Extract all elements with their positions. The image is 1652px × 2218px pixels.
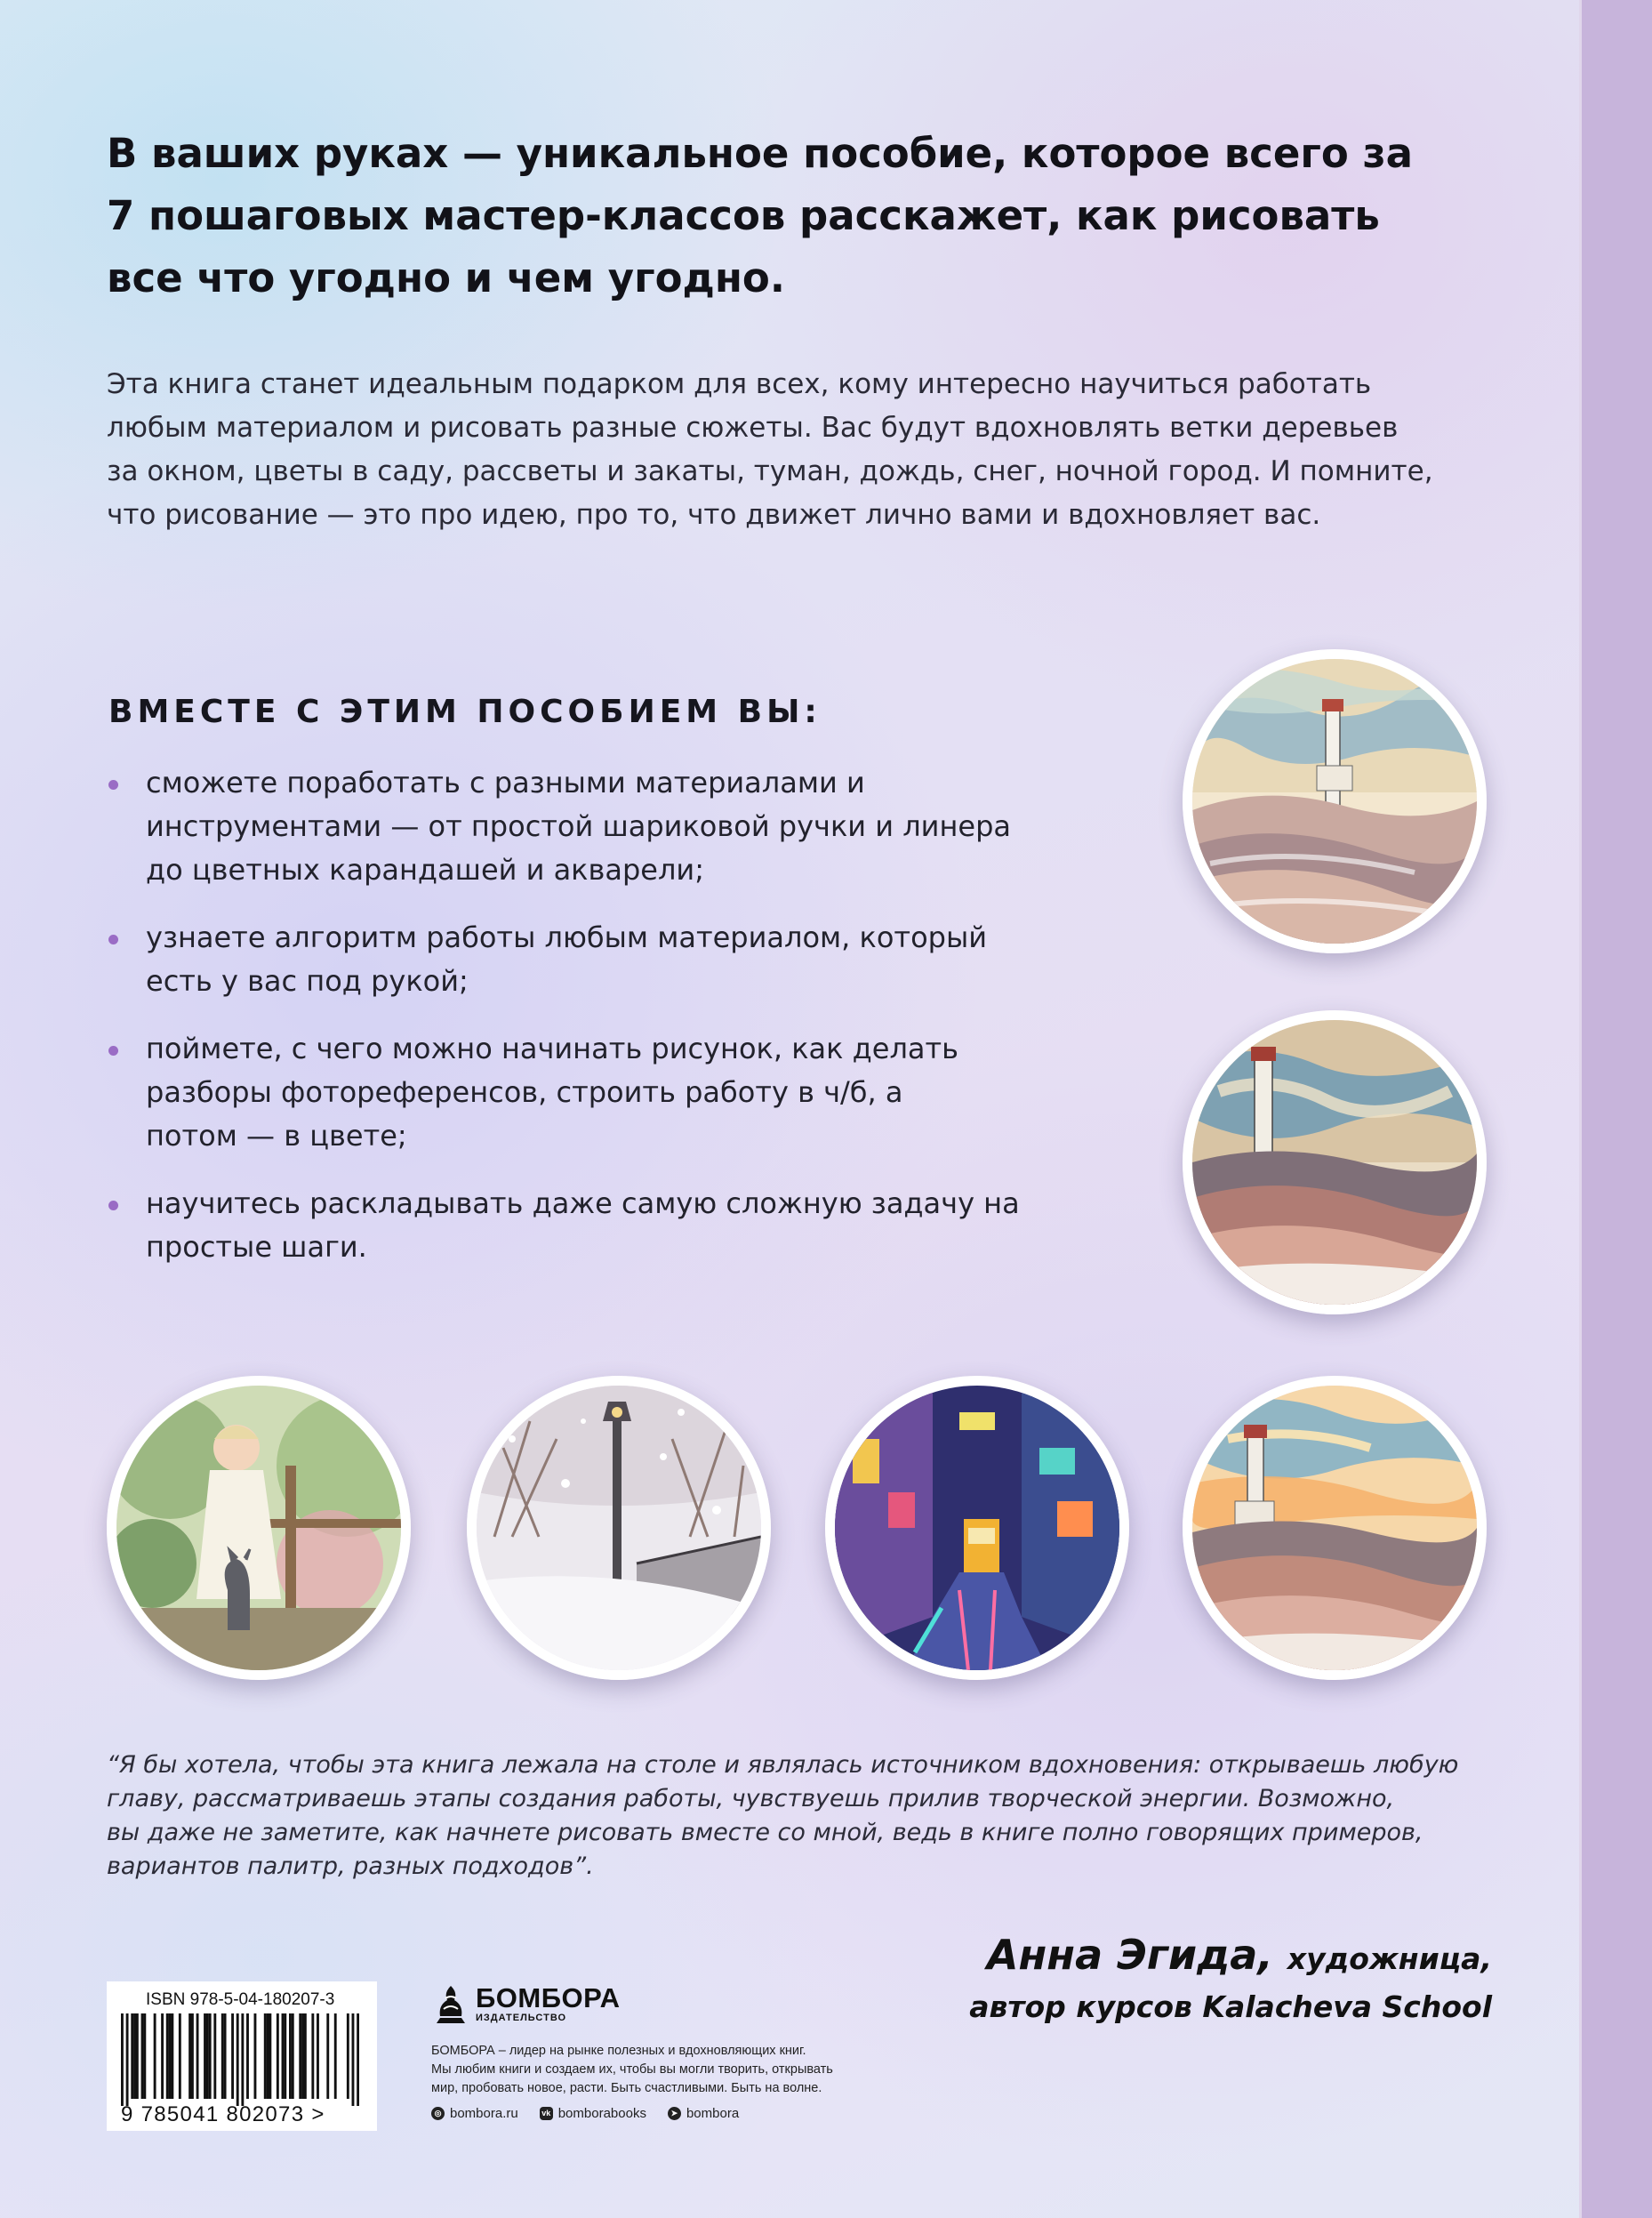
barcode-bar (299, 2013, 301, 2099)
publisher-emblem-icon (431, 1979, 470, 2029)
barcode-bar (191, 2013, 194, 2099)
benefit-item (107, 1027, 1085, 1158)
barcode-bar (304, 2013, 307, 2099)
barcode-bar (269, 2013, 271, 2099)
publisher-description-line: БОМБОРА – лидер на рынке полезных и вдохновляющих книг. (431, 2044, 806, 2058)
benefit-line: поймете, с чего можно начинать рисунок, как делать (146, 1032, 958, 1065)
publisher-block (431, 1976, 929, 2121)
barcode-bar (267, 2013, 269, 2099)
book-spine (1579, 0, 1652, 2218)
instagram-icon: ◎ (431, 2107, 445, 2120)
barcode-bar (179, 2013, 181, 2099)
quote-line: “Я бы хотела, чтобы эта книга лежала на столе и являлась источником вдохновения: открываешь любую (107, 1751, 1459, 1779)
barcode-bar (317, 2013, 319, 2099)
barcode-bar (311, 2013, 314, 2099)
barcode-bar (154, 2013, 156, 2099)
author-role: художница, (1287, 1941, 1492, 1976)
benefit-line: потом — в цвете; (146, 1119, 407, 1153)
barcode-bar (289, 2013, 292, 2099)
author-quote (107, 1748, 1512, 1884)
benefit-item (107, 916, 1085, 1003)
illustration-lighthouse-color (1183, 1010, 1487, 1314)
intro-line: любым материалом и рисовать разные сюжеты. Вас будут вдохновлять ветки деревьев (107, 412, 1399, 444)
benefit-line: до цветных карандашей и акварели; (146, 853, 704, 887)
publisher-description (431, 2042, 929, 2098)
barcode-bar (326, 2013, 329, 2099)
illustration-lighthouse-sunset (1183, 1376, 1487, 1680)
barcode-bar (357, 2013, 359, 2106)
quote-line: вариантов палитр, разных подходов”. (107, 1852, 594, 1880)
author-name: Анна Эгида, (986, 1931, 1273, 1979)
barcode-bar (231, 2013, 234, 2099)
barcode-bar (246, 2013, 249, 2099)
benefit-line: есть у вас под рукой; (146, 964, 469, 998)
publisher-link-vk[interactable] (540, 2106, 646, 2121)
illustration-lighthouse-sketch (1183, 649, 1487, 953)
benefits-list (107, 761, 1085, 1293)
headline-line: все что угодно и чем угодно. (107, 254, 785, 301)
barcode-bar (254, 2013, 257, 2099)
benefit-line: сможете поработать с разными материалами и (146, 766, 865, 800)
isbn-digits: 9 785041 802073 > (121, 2102, 325, 2126)
author-name-row (969, 1930, 1492, 1984)
headline-line: 7 пошаговых мастер-классов расскажет, как рисовать (107, 192, 1380, 239)
telegram-icon: ➤ (668, 2107, 681, 2120)
barcode-bar (292, 2013, 294, 2099)
barcode-bar (347, 2013, 349, 2099)
barcode-bar (143, 2013, 146, 2099)
benefit-line: научитесь раскладывать даже самую сложную задачу на (146, 1186, 1020, 1220)
barcode-bar (209, 2013, 212, 2099)
barcode-bar (166, 2013, 169, 2099)
publisher-description-line: мир, пробовать новое, расти. Быть счастливыми. Быть на волне. (431, 2081, 822, 2095)
barcode-bar (126, 2013, 129, 2106)
publisher-link-telegram[interactable] (668, 2106, 739, 2121)
quote-line: главу, рассматриваешь этапы создания работы, чувствуешь прилив творческой энергии. Возможно, (107, 1785, 1395, 1812)
barcode-bar (196, 2013, 199, 2099)
benefit-line: разборы фотореференсов, строить работу в ч/б, а (146, 1075, 903, 1109)
headline-line: В ваших руках — уникальное пособие, которое всего за (107, 130, 1413, 177)
publisher-name: БОМБОРА (476, 1982, 621, 2013)
barcode-bar (206, 2013, 209, 2099)
barcode-bar (131, 2013, 133, 2099)
publisher-link-text: bombora (686, 2106, 740, 2121)
publisher-link-site[interactable] (431, 2106, 518, 2121)
barcode-bar (301, 2013, 304, 2099)
benefit-item (107, 761, 1085, 892)
publisher-link-text: bombora.ru (450, 2106, 518, 2121)
barcode-bar (282, 2013, 285, 2099)
barcode-bar (334, 2013, 337, 2099)
barcode-bar (161, 2013, 164, 2099)
isbn-barcode-box (107, 1981, 377, 2131)
barcode-bar (224, 2013, 227, 2099)
publisher-description-line: Мы любим книги и создаем их, чтобы вы могли творить, открывать (431, 2062, 833, 2077)
barcode-bar (136, 2013, 139, 2099)
intro-line: что рисование — это про идею, про то, что движет лично вами и вдохновляет вас. (107, 499, 1321, 531)
publisher-links (431, 2106, 929, 2121)
isbn-label: ISBN 978-5-04-180207-3 (146, 1990, 335, 2009)
illustration-girl-with-cat (107, 1376, 411, 1680)
benefit-line: простые шаги. (146, 1230, 367, 1264)
benefits-title: ВМЕСТЕ С ЭТИМ ПОСОБИЕМ ВЫ: (108, 694, 822, 730)
publisher-link-text: bomborabooks (557, 2106, 646, 2121)
barcode-bar (121, 2013, 124, 2106)
barcode-bar (237, 2013, 239, 2106)
benefit-line: узнаете алгоритм работы любым материалом, который (146, 920, 988, 954)
intro-line: за окном, цветы в саду, рассветы и закаты, туман, дождь, снег, ночной город. И помните, (107, 455, 1433, 487)
barcode-bar (188, 2013, 191, 2099)
author-signature (969, 1930, 1492, 2030)
barcode-graphic (121, 2013, 359, 2106)
author-credit: автор курсов Kalacheva School (969, 1989, 1492, 2024)
illustration-night-city (825, 1376, 1129, 1680)
publisher-logo (431, 1976, 929, 2031)
intro-paragraph (107, 363, 1494, 537)
quote-line: вы даже не заметите, как начнете рисовать вместе со мной, ведь в книге полно говорящих примеров, (107, 1819, 1423, 1846)
barcode-bar (169, 2013, 172, 2099)
barcode-bar (133, 2013, 136, 2099)
barcode-bar (284, 2013, 286, 2099)
headline (107, 123, 1494, 309)
barcode-bar (264, 2013, 267, 2099)
illustration-snowy-street (467, 1376, 771, 1680)
barcode-bar (352, 2013, 355, 2106)
barcode-bar (141, 2013, 144, 2099)
benefit-item (107, 1182, 1085, 1269)
benefit-line: инструментами — от простой шариковой ручки и линера (146, 809, 1011, 843)
barcode-bar (221, 2013, 224, 2099)
publisher-subtitle: ИЗДАТЕЛЬСТВО (476, 2013, 567, 2023)
vk-icon: vk (540, 2107, 553, 2120)
barcode-bar (171, 2013, 173, 2099)
intro-line: Эта книга станет идеальным подарком для всех, кому интересно научиться работать (107, 368, 1372, 400)
barcode-bar (213, 2013, 216, 2099)
barcode-bar (277, 2013, 279, 2099)
barcode-bar (204, 2013, 206, 2099)
barcode-bar (241, 2013, 244, 2106)
publisher-wordmark (476, 1984, 620, 2023)
